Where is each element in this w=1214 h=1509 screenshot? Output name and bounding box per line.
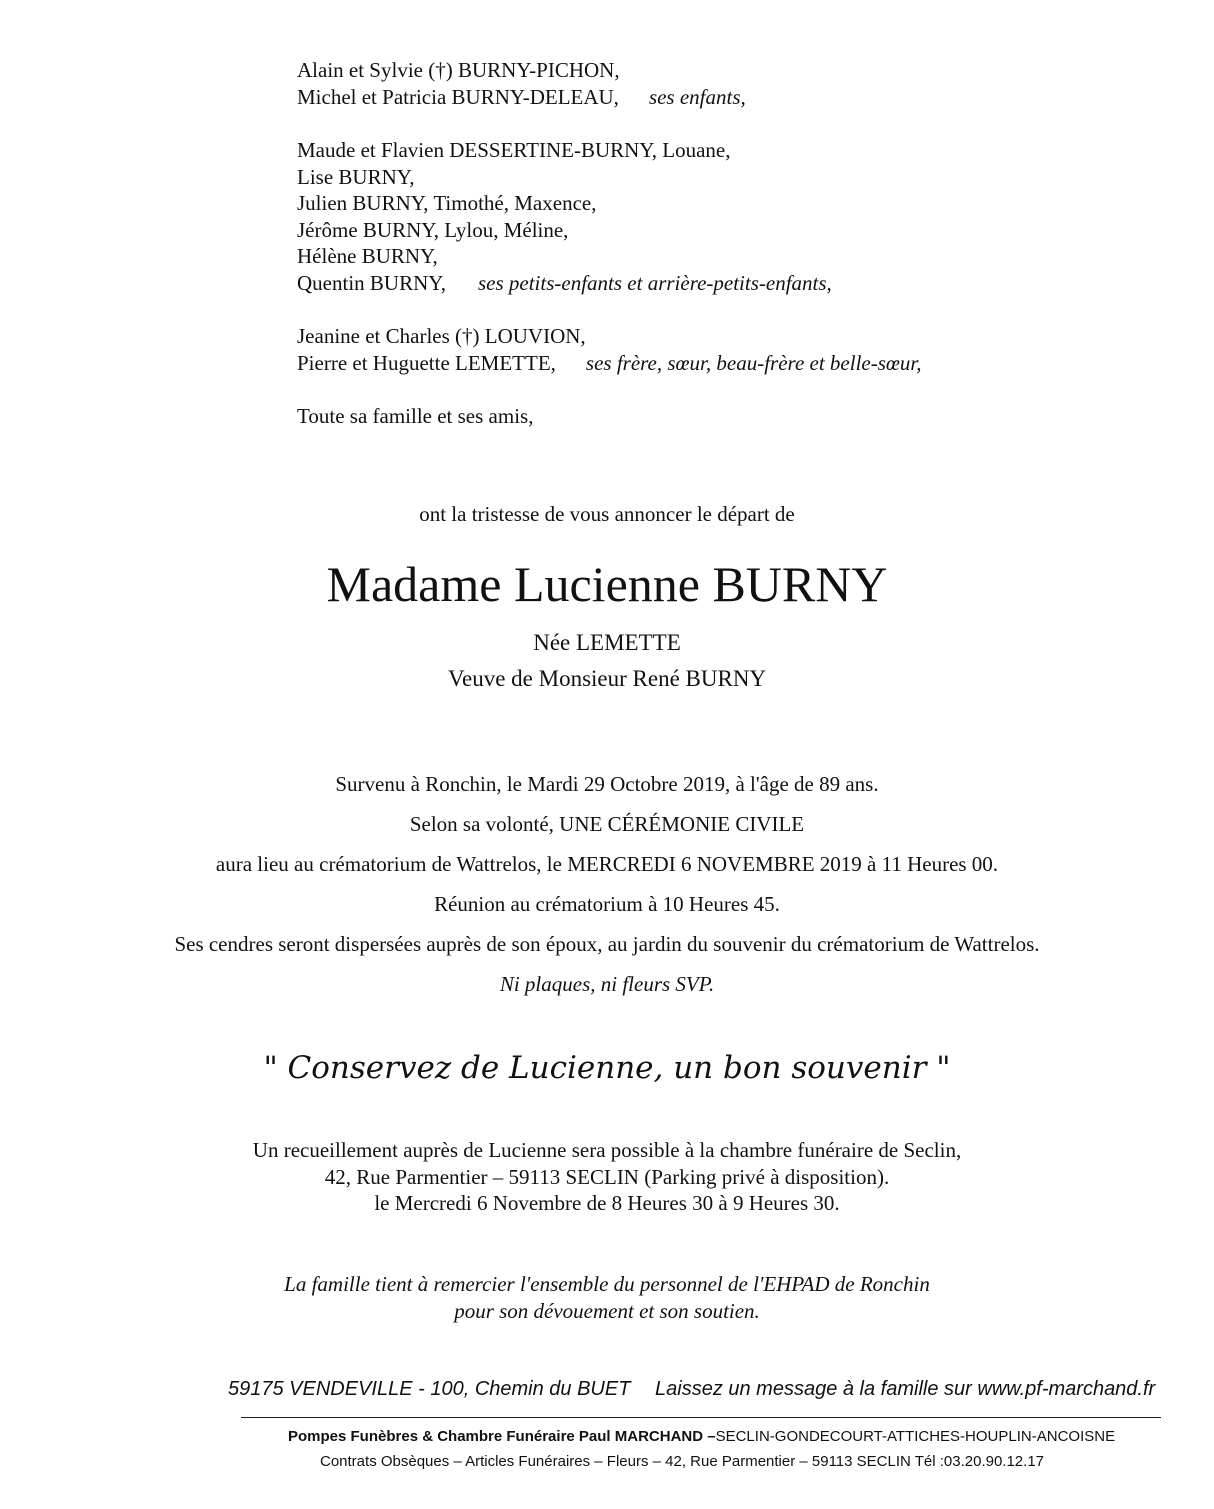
grandchild-line: Jérôme BURNY, Lylou, Méline, [297,218,569,242]
grandchild-line: Lise BURNY, [297,165,415,189]
company-name: Pompes Funèbres & Chambre Funéraire Paul MARCHAND – [288,1428,716,1445]
thanks-line: pour son dévouement et son soutien. [454,1299,760,1323]
detail-line: Selon sa volonté, UNE CÉRÉMONIE CIVILE [409,812,805,836]
family-others: Toute sa famille et ses amis, [297,404,534,428]
detail-line: Survenu à Ronchin, le Mardi 29 Octobre 2019, à l'âge de 89 ans. [335,772,879,796]
detail-line: aura lieu au crématorium de Wattrelos, le MERCREDI 6 NOVEMBRE 2019 à 11 Heures 00. [215,852,999,876]
siblings-names: Pierre et Huguette LEMETTE, [297,351,556,375]
footer-company [288,1428,1115,1445]
children-line-2 [297,84,746,111]
children-role: ses enfants, [648,85,746,109]
grandchild-line: Maude et Flavien DESSERTINE-BURNY, Louane, [297,138,731,162]
grandchild-last-name: Quentin BURNY, [297,271,446,295]
visitation-line: Un recueillement auprès de Lucienne sera possible à la chambre funéraire de Seclin, [252,1138,962,1162]
grandchild-line: Julien BURNY, Timothé, Maxence, [297,191,597,215]
no-flowers-note: Ni plaques, ni fleurs SVP. [499,972,715,996]
siblings-line-1: Jeanine et Charles (†) LOUVION, [297,324,586,348]
children-line-1: Alain et Sylvie (†) BURNY-PICHON, [297,58,620,82]
footer-services: Contrats Obsèques – Articles Funéraires – Fleurs – 42, Rue Parmentier – 59113 SECLIN Tél :03.20.90.12.17 [320,1453,1045,1470]
grandchildren-role: ses petits-enfants et arrière-petits-enfants, [477,271,832,295]
siblings-line-2 [297,350,922,377]
memorial-quote: " Conservez de Lucienne, un bon souvenir " [263,1050,951,1086]
thanks-line: La famille tient à remercier l'ensemble du personnel de l'EHPAD de Ronchin [284,1272,930,1296]
children-names: Michel et Patricia BURNY-DELEAU, [297,85,619,109]
grandchild-line: Hélène BURNY, [297,244,438,268]
detail-line: Ses cendres seront dispersées auprès de son époux, au jardin du souvenir du crématorium de Wattrelos. [174,932,1040,956]
company-towns: SECLIN-GONDECOURT-ATTICHES-HOUPLIN-ANCOISNE [715,1428,1116,1445]
visitation-line: le Mercredi 6 Novembre de 8 Heures 30 à 9 Heures 30. [374,1191,840,1215]
grandchild-last-line [297,270,832,297]
deceased-name: Madame Lucienne BURNY [326,556,888,612]
footer-divider [241,1417,1161,1418]
announcement-text: ont la tristesse de vous annoncer le départ de [419,502,795,526]
deceased-widow-of: Veuve de Monsieur René BURNY [447,666,767,691]
footer-address: 59175 VENDEVILLE - 100, Chemin du BUET [228,1378,631,1400]
siblings-role: ses frère, sœur, beau-frère et belle-sœur, [585,351,922,375]
detail-line: Réunion au crématorium à 10 Heures 45. [434,892,780,916]
deceased-maiden-name: Née LEMETTE [533,630,681,655]
visitation-line: 42, Rue Parmentier – 59113 SECLIN (Parking privé à disposition). [324,1165,890,1189]
footer-message-link[interactable]: Laissez un message à la famille sur www.pf-marchand.fr [655,1378,1156,1400]
